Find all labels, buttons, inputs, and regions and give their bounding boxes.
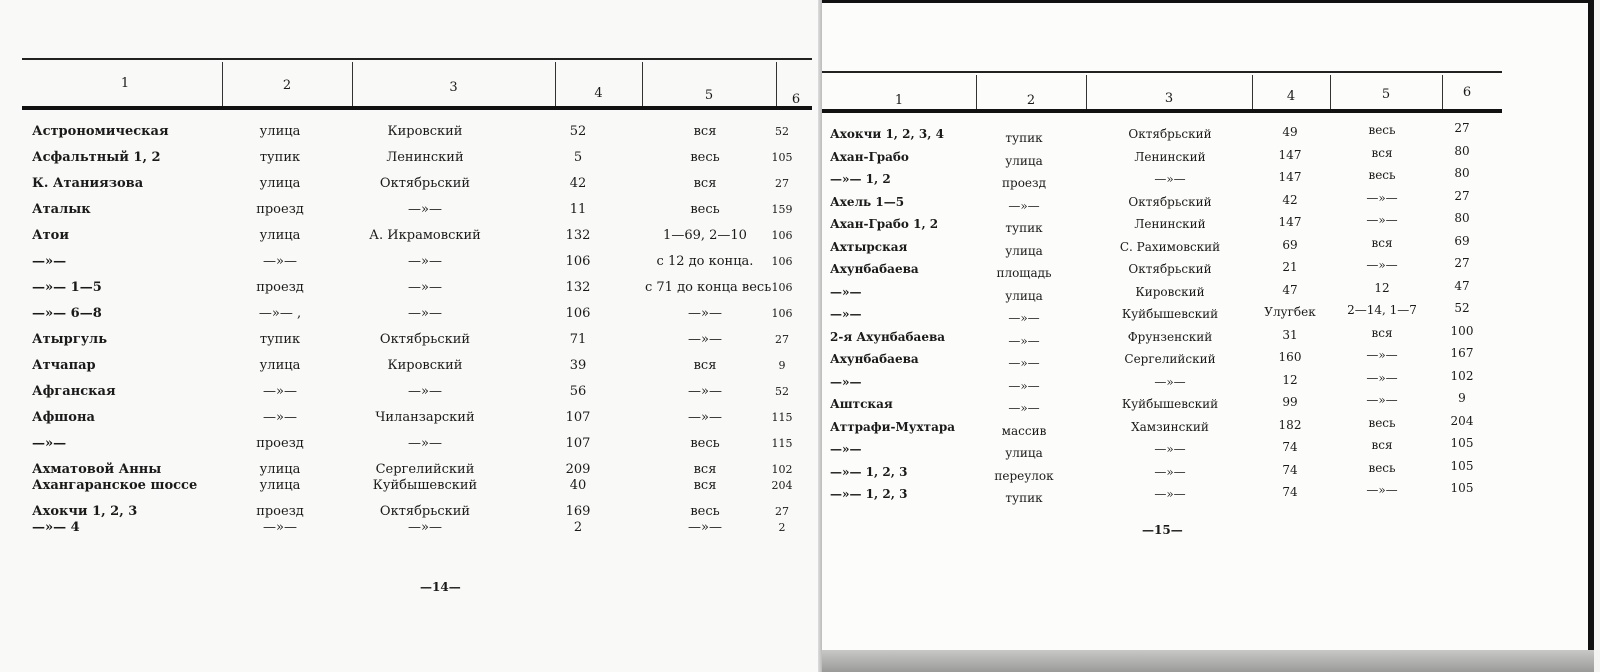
right-cell-r14-c2: —»— xyxy=(1154,442,1186,456)
page-number: —14— xyxy=(420,580,461,594)
right-cell-r10-c0: Ахунбабаева xyxy=(830,352,919,366)
right-cell-r7-c2: Кировский xyxy=(1135,284,1205,299)
right-cell-r2-c5: 80 xyxy=(1454,166,1470,180)
left-cell-r6-c0: —»— 1—5 xyxy=(32,280,102,295)
left-cell-r1-c2: Ленинский xyxy=(386,150,464,165)
right-cell-r5-c2: С. Рахимовский xyxy=(1119,239,1221,254)
right-cell-r4-c2: Ленинский xyxy=(1134,217,1206,231)
column-header-2: 2 xyxy=(1026,93,1036,108)
left-cell-r1-c1: тупик xyxy=(259,150,301,165)
left-cell-r5-c2: —»— xyxy=(408,254,442,269)
right-cell-r16-c3: 74 xyxy=(1282,485,1298,499)
page-number: —15— xyxy=(1142,523,1183,537)
left-cell-r0-c4: вся xyxy=(693,124,717,139)
right-cell-r8-c2: Куйбышевский xyxy=(1121,307,1219,321)
right-cell-r4-c5: 80 xyxy=(1454,211,1470,225)
left-cell-r10-c3: 56 xyxy=(569,384,587,399)
left-cell-r12-c3: 107 xyxy=(565,436,591,451)
column-header-6: 6 xyxy=(791,92,801,107)
right-cell-r2-c1: проезд xyxy=(1002,176,1046,190)
left-cell-r4-c1: улица xyxy=(259,228,301,243)
column-header-5: 5 xyxy=(704,88,714,103)
right-cell-r2-c4: весь xyxy=(1368,168,1396,182)
right-cell-r16-c4: —»— xyxy=(1366,483,1398,497)
right-cell-r1-c1: улица xyxy=(1005,153,1043,168)
left-cell-r3-c1: проезд xyxy=(256,202,304,217)
right-cell-r8-c0: —»— xyxy=(830,307,862,321)
right-cell-r7-c1: улица xyxy=(1005,288,1043,303)
left-cell-r16-c4: —»— xyxy=(688,520,722,535)
left-cell-r13-c2: Сергелийский xyxy=(375,462,475,477)
left-cell-r15-c0: Ахокчи 1, 2, 3 xyxy=(32,504,138,519)
right-cell-r10-c2: Сергелийский xyxy=(1124,352,1216,366)
left-cell-r8-c3: 71 xyxy=(569,332,587,347)
left-cell-r10-c0: Афганская xyxy=(32,384,116,399)
left-cell-r6-c2: —»— xyxy=(408,280,442,295)
left-cell-r5-c1: —»— xyxy=(263,254,297,269)
left-cell-r4-c5: 106 xyxy=(771,229,793,242)
right-cell-r14-c0: —»— xyxy=(830,442,862,456)
right-cell-r6-c2: Октябрьский xyxy=(1128,262,1212,276)
table-header-rule xyxy=(22,106,812,110)
left-cell-r14-c1: улица xyxy=(259,478,301,493)
right-cell-r16-c1: тупик xyxy=(1005,491,1043,505)
left-cell-r10-c5: 52 xyxy=(775,385,789,398)
left-cell-r13-c5: 102 xyxy=(771,463,793,476)
left-cell-r4-c3: 132 xyxy=(565,228,591,243)
right-cell-r11-c2: —»— xyxy=(1154,374,1186,389)
right-cell-r6-c5: 27 xyxy=(1454,256,1470,270)
left-cell-r16-c1: —»— xyxy=(263,520,297,535)
left-cell-r3-c3: 11 xyxy=(569,202,587,217)
right-cell-r14-c3: 74 xyxy=(1282,440,1298,454)
left-cell-r6-c1: проезд xyxy=(256,280,304,295)
left-cell-r14-c3: 40 xyxy=(569,478,587,493)
left-cell-r7-c4: —»— xyxy=(688,306,722,321)
left-cell-r15-c3: 169 xyxy=(565,504,591,519)
left-cell-r9-c1: улица xyxy=(259,358,301,373)
right-cell-r6-c0: Ахунбабаева xyxy=(830,262,919,276)
left-cell-r1-c4: весь xyxy=(690,150,720,165)
left-cell-r8-c0: Атыргуль xyxy=(32,332,108,347)
left-cell-r4-c4: 1—69, 2—10 xyxy=(663,228,747,243)
left-cell-r11-c4: —»— xyxy=(688,410,722,425)
right-cell-r3-c2: Октябрьский xyxy=(1128,194,1212,209)
left-cell-r7-c5: 106 xyxy=(771,307,793,320)
left-cell-r2-c0: К. Атаниязова xyxy=(32,176,144,191)
right-cell-r2-c3: 147 xyxy=(1278,170,1302,184)
right-cell-r12-c4: —»— xyxy=(1366,393,1398,407)
left-cell-r16-c2: —»— xyxy=(408,520,442,535)
left-cell-r8-c5: 27 xyxy=(775,333,789,346)
right-cell-r8-c3: Улугбек xyxy=(1264,305,1316,319)
left-cell-r6-c4: с 71 до конца весь xyxy=(645,280,772,295)
left-cell-r5-c5: 106 xyxy=(771,255,793,268)
right-cell-r14-c1: улица xyxy=(1005,446,1043,460)
right-cell-r11-c1: —»— xyxy=(1008,378,1040,393)
right-cell-r6-c3: 21 xyxy=(1282,260,1298,274)
left-cell-r13-c4: вся xyxy=(693,462,717,477)
right-cell-r5-c4: вся xyxy=(1371,235,1393,250)
left-cell-r10-c1: —»— xyxy=(263,384,297,399)
left-cell-r9-c3: 39 xyxy=(569,358,587,373)
right-cell-r1-c5: 80 xyxy=(1454,143,1470,158)
left-cell-r12-c0: —»— xyxy=(32,436,67,451)
right-cell-r9-c5: 100 xyxy=(1450,323,1474,338)
left-cell-r15-c4: весь xyxy=(690,504,720,519)
left-cell-r15-c2: Октябрьский xyxy=(379,504,471,519)
left-cell-r11-c5: 115 xyxy=(771,411,793,424)
right-cell-r7-c0: —»— xyxy=(830,284,862,299)
right-cell-r9-c3: 31 xyxy=(1282,327,1298,342)
left-cell-r11-c3: 107 xyxy=(565,410,591,425)
left-cell-r14-c4: вся xyxy=(693,478,717,493)
left-cell-r7-c2: —»— xyxy=(408,306,442,321)
left-cell-r0-c2: Кировский xyxy=(387,124,463,139)
left-cell-r1-c0: Асфальтный 1, 2 xyxy=(32,150,161,165)
right-cell-r8-c5: 52 xyxy=(1454,301,1470,315)
right-cell-r3-c4: —»— xyxy=(1366,190,1398,205)
left-cell-r9-c0: Атчапар xyxy=(32,358,96,373)
column-header-1: 1 xyxy=(894,93,904,108)
right-cell-r3-c0: Ахель 1—5 xyxy=(830,194,905,209)
right-cell-r2-c0: —»— 1, 2 xyxy=(830,172,891,186)
right-cell-r10-c5: 167 xyxy=(1450,346,1474,360)
left-cell-r0-c0: Астрономическая xyxy=(32,124,169,139)
left-cell-r16-c5: 2 xyxy=(778,521,786,534)
right-cell-r12-c5: 9 xyxy=(1458,391,1466,405)
right-cell-r10-c3: 160 xyxy=(1278,350,1302,364)
right-cell-r13-c3: 182 xyxy=(1278,417,1302,432)
right-cell-r1-c3: 147 xyxy=(1278,147,1302,162)
left-cell-r5-c3: 106 xyxy=(565,254,591,269)
right-cell-r12-c1: —»— xyxy=(1008,401,1040,415)
left-cell-r2-c4: вся xyxy=(693,176,717,191)
right-cell-r9-c1: —»— xyxy=(1008,333,1040,348)
right-cell-r2-c2: —»— xyxy=(1154,172,1186,186)
right-cell-r5-c5: 69 xyxy=(1454,233,1470,248)
left-cell-r8-c4: —»— xyxy=(688,332,722,347)
right-cell-r14-c4: вся xyxy=(1371,438,1393,452)
right-cell-r5-c3: 69 xyxy=(1282,237,1298,252)
right-cell-r13-c2: Хамзинский xyxy=(1131,419,1209,434)
right-cell-r7-c4: 12 xyxy=(1374,280,1390,295)
left-cell-r14-c2: Куйбышевский xyxy=(372,478,478,493)
left-cell-r11-c1: —»— xyxy=(263,410,297,425)
right-cell-r1-c0: Ахан-Грабо xyxy=(830,149,909,164)
right-cell-r5-c1: улица xyxy=(1005,243,1043,258)
right-cell-r10-c4: —»— xyxy=(1366,348,1398,362)
right-cell-r16-c0: —»— 1, 2, 3 xyxy=(830,487,908,501)
left-cell-r10-c4: —»— xyxy=(688,384,722,399)
right-cell-r15-c2: —»— xyxy=(1154,464,1186,479)
right-cell-r6-c1: площадь xyxy=(996,266,1052,280)
right-cell-r4-c1: тупик xyxy=(1005,221,1043,235)
left-cell-r2-c1: улица xyxy=(259,176,301,191)
left-cell-r12-c2: —»— xyxy=(408,436,442,451)
left-cell-r8-c2: Октябрьский xyxy=(379,332,471,347)
right-cell-r14-c5: 105 xyxy=(1450,436,1474,450)
column-header-2: 2 xyxy=(282,78,292,93)
left-cell-r16-c0: —»— 4 xyxy=(32,520,80,535)
left-cell-r3-c2: —»— xyxy=(408,202,442,217)
left-cell-r12-c4: весь xyxy=(690,436,720,451)
right-cell-r0-c3: 49 xyxy=(1282,125,1298,139)
right-cell-r11-c5: 102 xyxy=(1450,368,1474,383)
left-cell-r7-c1: —»— , xyxy=(258,306,302,321)
right-cell-r11-c4: —»— xyxy=(1366,370,1398,385)
left-cell-r2-c2: Октябрьский xyxy=(379,176,471,191)
right-cell-r0-c4: весь xyxy=(1368,123,1396,137)
right-cell-r4-c4: —»— xyxy=(1366,213,1398,227)
right-cell-r3-c3: 42 xyxy=(1282,192,1298,207)
left-cell-r5-c0: —»— xyxy=(32,254,67,269)
column-header-4: 4 xyxy=(594,86,603,101)
right-cell-r15-c4: весь xyxy=(1368,460,1396,475)
left-cell-r1-c3: 5 xyxy=(573,150,583,165)
page-edge-shadow xyxy=(822,650,1594,672)
right-cell-r10-c1: —»— xyxy=(1008,356,1040,370)
left-cell-r9-c4: вся xyxy=(693,358,717,373)
left-cell-r5-c4: с 12 до конца. xyxy=(656,254,754,269)
column-header-6: 6 xyxy=(1462,85,1472,100)
right-page xyxy=(822,0,1594,672)
left-cell-r13-c1: улица xyxy=(259,462,301,477)
right-cell-r3-c1: —»— xyxy=(1008,198,1040,213)
left-cell-r4-c2: А. Икрамовский xyxy=(369,228,481,243)
right-cell-r0-c0: Ахокчи 1, 2, 3, 4 xyxy=(830,127,944,141)
left-cell-r11-c2: Чиланзарский xyxy=(375,410,475,425)
left-cell-r3-c4: весь xyxy=(690,202,720,217)
right-cell-r15-c1: переулок xyxy=(994,468,1054,483)
right-cell-r11-c3: 12 xyxy=(1282,372,1298,387)
left-cell-r14-c0: Ахангаранское шоссе xyxy=(32,478,198,493)
left-cell-r7-c0: —»— 6—8 xyxy=(32,306,102,321)
right-cell-r7-c3: 47 xyxy=(1282,282,1298,297)
column-header-4: 4 xyxy=(1286,89,1296,104)
left-cell-r14-c5: 204 xyxy=(771,479,793,492)
right-cell-r4-c3: 147 xyxy=(1278,215,1302,229)
left-cell-r0-c3: 52 xyxy=(569,124,587,139)
right-cell-r15-c5: 105 xyxy=(1450,458,1474,473)
right-cell-r0-c5: 27 xyxy=(1454,121,1470,135)
right-cell-r9-c0: 2-я Ахунбабаева xyxy=(830,329,946,344)
column-header-1: 1 xyxy=(120,76,130,91)
right-cell-r13-c4: весь xyxy=(1368,415,1396,430)
left-cell-r15-c1: проезд xyxy=(256,504,304,519)
right-cell-r0-c1: тупик xyxy=(1005,131,1043,145)
left-cell-r0-c1: улица xyxy=(259,124,301,139)
left-cell-r13-c0: Ахматовой Анны xyxy=(32,462,162,477)
table-header-rule xyxy=(822,109,1502,113)
right-cell-r13-c1: массив xyxy=(1001,423,1047,438)
left-cell-r6-c5: 106 xyxy=(771,281,793,294)
right-cell-r12-c3: 99 xyxy=(1282,395,1298,409)
left-cell-r2-c3: 42 xyxy=(569,176,587,191)
right-cell-r13-c0: Аттрафи-Мухтара xyxy=(830,419,956,434)
right-cell-r12-c2: Куйбышевский xyxy=(1121,397,1219,411)
right-cell-r9-c4: вся xyxy=(1371,325,1393,340)
right-cell-r1-c4: вся xyxy=(1371,145,1393,160)
column-header-3: 3 xyxy=(1164,91,1174,106)
left-cell-r11-c0: Афшона xyxy=(32,410,95,425)
right-cell-r4-c0: Ахан-Грабо 1, 2 xyxy=(830,217,939,231)
table-top-rule xyxy=(22,58,812,60)
left-cell-r2-c5: 27 xyxy=(775,177,789,190)
right-cell-r6-c4: —»— xyxy=(1366,258,1398,272)
right-cell-r16-c2: —»— xyxy=(1154,487,1186,501)
left-cell-r16-c3: 2 xyxy=(573,520,583,535)
right-cell-r3-c5: 27 xyxy=(1454,188,1470,203)
left-cell-r8-c1: тупик xyxy=(259,332,301,347)
left-cell-r1-c5: 105 xyxy=(771,151,793,164)
left-cell-r13-c3: 209 xyxy=(565,462,591,477)
right-cell-r15-c0: —»— 1, 2, 3 xyxy=(830,464,908,479)
left-cell-r3-c5: 159 xyxy=(771,203,793,216)
table-top-rule xyxy=(822,71,1502,73)
right-cell-r15-c3: 74 xyxy=(1282,462,1298,477)
left-cell-r3-c0: Аталык xyxy=(32,202,91,217)
left-cell-r9-c5: 9 xyxy=(778,359,786,372)
left-cell-r12-c5: 115 xyxy=(771,437,793,450)
right-cell-r16-c5: 105 xyxy=(1450,481,1474,495)
column-header-5: 5 xyxy=(1381,87,1391,102)
right-cell-r11-c0: —»— xyxy=(830,374,862,389)
left-cell-r10-c2: —»— xyxy=(408,384,442,399)
right-cell-r9-c2: Фрунзенский xyxy=(1127,329,1213,344)
left-cell-r4-c0: Атои xyxy=(32,228,69,243)
left-cell-r7-c3: 106 xyxy=(565,306,591,321)
left-cell-r15-c5: 27 xyxy=(775,505,789,518)
column-header-3: 3 xyxy=(449,80,458,95)
left-cell-r6-c3: 132 xyxy=(565,280,591,295)
right-cell-r8-c1: —»— xyxy=(1008,311,1040,325)
right-cell-r8-c4: 2—14, 1—7 xyxy=(1347,303,1417,317)
right-cell-r0-c2: Октябрьский xyxy=(1128,127,1212,141)
left-cell-r0-c5: 52 xyxy=(775,125,789,138)
left-cell-r9-c2: Кировский xyxy=(387,358,463,373)
left-cell-r12-c1: проезд xyxy=(256,436,304,451)
right-cell-r1-c2: Ленинский xyxy=(1134,149,1206,164)
right-cell-r12-c0: Аштская xyxy=(830,397,893,411)
right-cell-r13-c5: 204 xyxy=(1450,413,1474,428)
right-cell-r5-c0: Ахтырская xyxy=(830,239,908,254)
right-cell-r7-c5: 47 xyxy=(1454,278,1470,293)
